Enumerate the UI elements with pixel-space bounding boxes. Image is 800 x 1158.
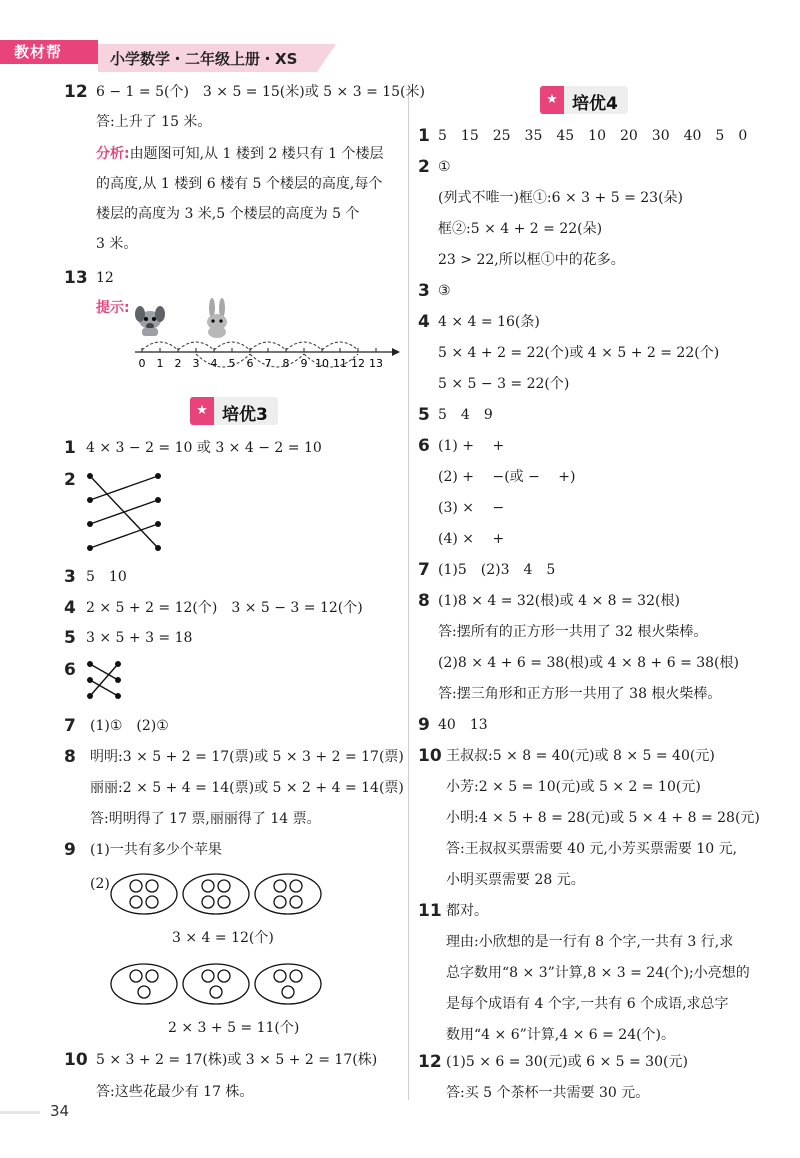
r6-number: 6 (418, 436, 430, 456)
p10-line2: 答:这些花最少有 17 株。 (96, 1084, 254, 1100)
tick-label: 13 (369, 357, 383, 370)
r8-line2: 答:摆所有的正方形一共用了 32 根火柴棒。 (438, 624, 708, 640)
q12-answer: 答:上升了 15 米。 (96, 114, 212, 130)
r2-text: ① (438, 159, 451, 175)
p1-text: 4 × 3 − 2 = 10 或 3 × 4 − 2 = 10 (86, 440, 322, 456)
p9-label2: (2) (90, 876, 110, 892)
tick-label: 11 (333, 357, 347, 370)
tick-label: 10 (315, 357, 329, 370)
r11-line3: 总字数用“8 × 3”计算,8 × 3 = 24(个);小亮想的 (446, 965, 750, 981)
column-divider (408, 88, 409, 1100)
r6-line3: (3) × − (438, 500, 505, 516)
section-4-header (540, 86, 628, 114)
q12-analysis4: 3 米。 (96, 236, 138, 252)
q13-value: 12 (96, 270, 114, 286)
p3-text: 5 10 (86, 569, 127, 585)
star-icon: ★ (190, 397, 214, 425)
p4-text: 2 × 5 + 2 = 12(个) 3 × 5 − 3 = 12(个) (86, 600, 363, 616)
page-number: 34 (50, 1102, 70, 1120)
r4-line1: 4 × 4 = 16(条) (438, 314, 540, 330)
p10-number: 10 (64, 1050, 88, 1070)
r12-number: 12 (418, 1052, 442, 1072)
p2-number: 2 (64, 470, 76, 490)
p9-apple-groups-4 (110, 872, 330, 918)
p9-apple-groups-3 (110, 962, 330, 1008)
tick-label: 7 (264, 357, 272, 370)
r4-line3: 5 × 5 − 3 = 22(个) (438, 376, 570, 392)
r8-number: 8 (418, 591, 430, 611)
r2-line1: (列式不唯一)框①:6 × 3 + 5 = 23(朵) (438, 190, 683, 206)
p7-number: 7 (64, 716, 76, 736)
p6-matching-figure (86, 660, 126, 704)
q12-line1: 6 − 1 = 5(个) 3 × 5 = 15(米)或 5 × 3 = 15(米) (96, 84, 425, 100)
r7-text: (1)5 (2)3 4 5 (438, 562, 556, 578)
q12-number: 12 (64, 82, 88, 102)
p8-line2: 丽丽:2 × 5 + 4 = 14(票)或 5 × 2 + 4 = 14(票) (90, 780, 404, 796)
r5-text: 5 4 9 (438, 407, 493, 423)
header-tag: 教材帮 (0, 40, 98, 64)
r2-number: 2 (418, 157, 430, 177)
tick-label: 0 (138, 357, 146, 370)
r10-line5: 小明买票需要 28 元。 (446, 872, 585, 888)
analysis-label: 分析: (96, 146, 130, 162)
header-title: 小学数学・二年级上册・XS (110, 50, 298, 68)
section-3-header (190, 397, 278, 425)
r8-line1: (1)8 × 4 = 32(根)或 4 × 8 = 32(根) (438, 593, 680, 609)
number-line-figure (130, 300, 400, 380)
rabbit-icon (207, 298, 227, 338)
r5-number: 5 (418, 405, 430, 425)
r4-line2: 5 × 4 + 2 = 22(个)或 4 × 5 + 2 = 22(个) (438, 345, 720, 361)
r1-text: 5 15 25 35 45 10 20 30 40 5 0 (438, 128, 748, 144)
q12-analysis2: 的高度,从 1 楼到 6 楼有 5 个楼层的高度,每个 (96, 176, 383, 192)
dog-icon (135, 306, 165, 336)
r6-line4: (4) × + (438, 531, 505, 547)
tick-label: 8 (282, 357, 290, 370)
r10-line4: 答:王叔叔买票需要 40 元,小芳买票需要 10 元, (446, 841, 738, 857)
p2-matching-figure (86, 468, 166, 558)
r4-number: 4 (418, 312, 430, 332)
r2-line3: 23 > 22,所以框①中的花多。 (438, 252, 625, 268)
q12-analysis-row1 (96, 144, 383, 164)
r9-number: 9 (418, 715, 430, 735)
r11-line1: 都对。 (446, 903, 488, 919)
r6-line1: (1) + + (438, 438, 505, 454)
tick-label: 2 (174, 357, 182, 370)
p10-line1: 5 × 3 + 2 = 17(株)或 3 × 5 + 2 = 17(株) (96, 1052, 378, 1068)
r10-line1: 王叔叔:5 × 8 = 40(元)或 8 × 5 = 40(元) (446, 748, 715, 764)
p4-number: 4 (64, 598, 76, 618)
r8-line3: (2)8 × 4 + 6 = 38(根)或 4 × 8 + 6 = 38(根) (438, 655, 739, 671)
p7-text: (1)① (2)① (90, 718, 169, 734)
p9-number: 9 (64, 840, 76, 860)
p5-text: 3 × 5 + 3 = 18 (86, 630, 193, 646)
tick-label: 9 (300, 357, 308, 370)
section-4-title: 培优4 (572, 94, 618, 114)
tick-label: 5 (228, 357, 236, 370)
p9-line1: (1)一共有多少个苹果 (90, 842, 222, 858)
p8-line3: 答:明明得了 17 票,丽丽得了 14 票。 (90, 811, 321, 827)
hint-label: 提示: (96, 300, 130, 316)
r2-line2: 框②:5 × 4 + 2 = 22(朵) (438, 221, 603, 237)
p8-number: 8 (64, 747, 76, 767)
footer-line (0, 1111, 40, 1114)
r11-number: 11 (418, 901, 442, 921)
r12-line2: 答:买 5 个茶杯一共需要 30 元。 (446, 1085, 650, 1101)
r10-line3: 小明:4 × 5 + 8 = 28(元)或 5 × 4 + 8 = 28(元) (446, 810, 760, 826)
section-3-title: 培优3 (222, 405, 268, 425)
r3-number: 3 (418, 281, 430, 301)
r7-number: 7 (418, 560, 430, 580)
r6-line2: (2) + −(或 − +) (438, 469, 576, 485)
r11-line5: 数用“4 × 6”计算,4 × 6 = 24(个)。 (446, 1027, 676, 1043)
r11-line4: 是每个成语有 4 个字,一共有 6 个成语,求总字 (446, 996, 729, 1012)
r8-line4: 答:摆三角形和正方形一共用了 38 根火柴棒。 (438, 686, 722, 702)
p5-number: 5 (64, 628, 76, 648)
number-line-ticks (139, 348, 384, 370)
tick-label: 1 (156, 357, 164, 370)
p3-number: 3 (64, 567, 76, 587)
r1-number: 1 (418, 126, 430, 146)
q13-number: 13 (64, 268, 88, 288)
tick-label: 3 (192, 357, 200, 370)
p6-number: 6 (64, 660, 76, 680)
q12-analysis1: 由题图可知,从 1 楼到 2 楼只有 1 个楼层 (129, 146, 384, 162)
r10-number: 10 (418, 746, 442, 766)
r10-line2: 小芳:2 × 5 = 10(元)或 5 × 2 = 10(元) (446, 779, 701, 795)
star-icon: ★ (540, 86, 564, 114)
p9-eq1: 3 × 4 = 12(个) (172, 930, 274, 946)
p8-line1: 明明:3 × 5 + 2 = 17(票)或 5 × 3 + 2 = 17(票) (90, 749, 404, 765)
r11-line2: 理由:小欣想的是一行有 8 个字,一共有 3 行,求 (446, 934, 734, 950)
r3-text: ③ (438, 283, 451, 299)
tick-label: 12 (351, 357, 365, 370)
tick-label: 6 (246, 357, 254, 370)
tick-label: 4 (210, 357, 218, 370)
r12-line1: (1)5 × 6 = 30(元)或 6 × 5 = 30(元) (446, 1054, 688, 1070)
p9-eq2: 2 × 3 + 5 = 11(个) (168, 1020, 300, 1036)
q12-analysis3: 楼层的高度为 3 米,5 个楼层的高度为 5 个 (96, 206, 360, 222)
p1-number: 1 (64, 438, 76, 458)
r9-text: 40 13 (438, 717, 488, 733)
